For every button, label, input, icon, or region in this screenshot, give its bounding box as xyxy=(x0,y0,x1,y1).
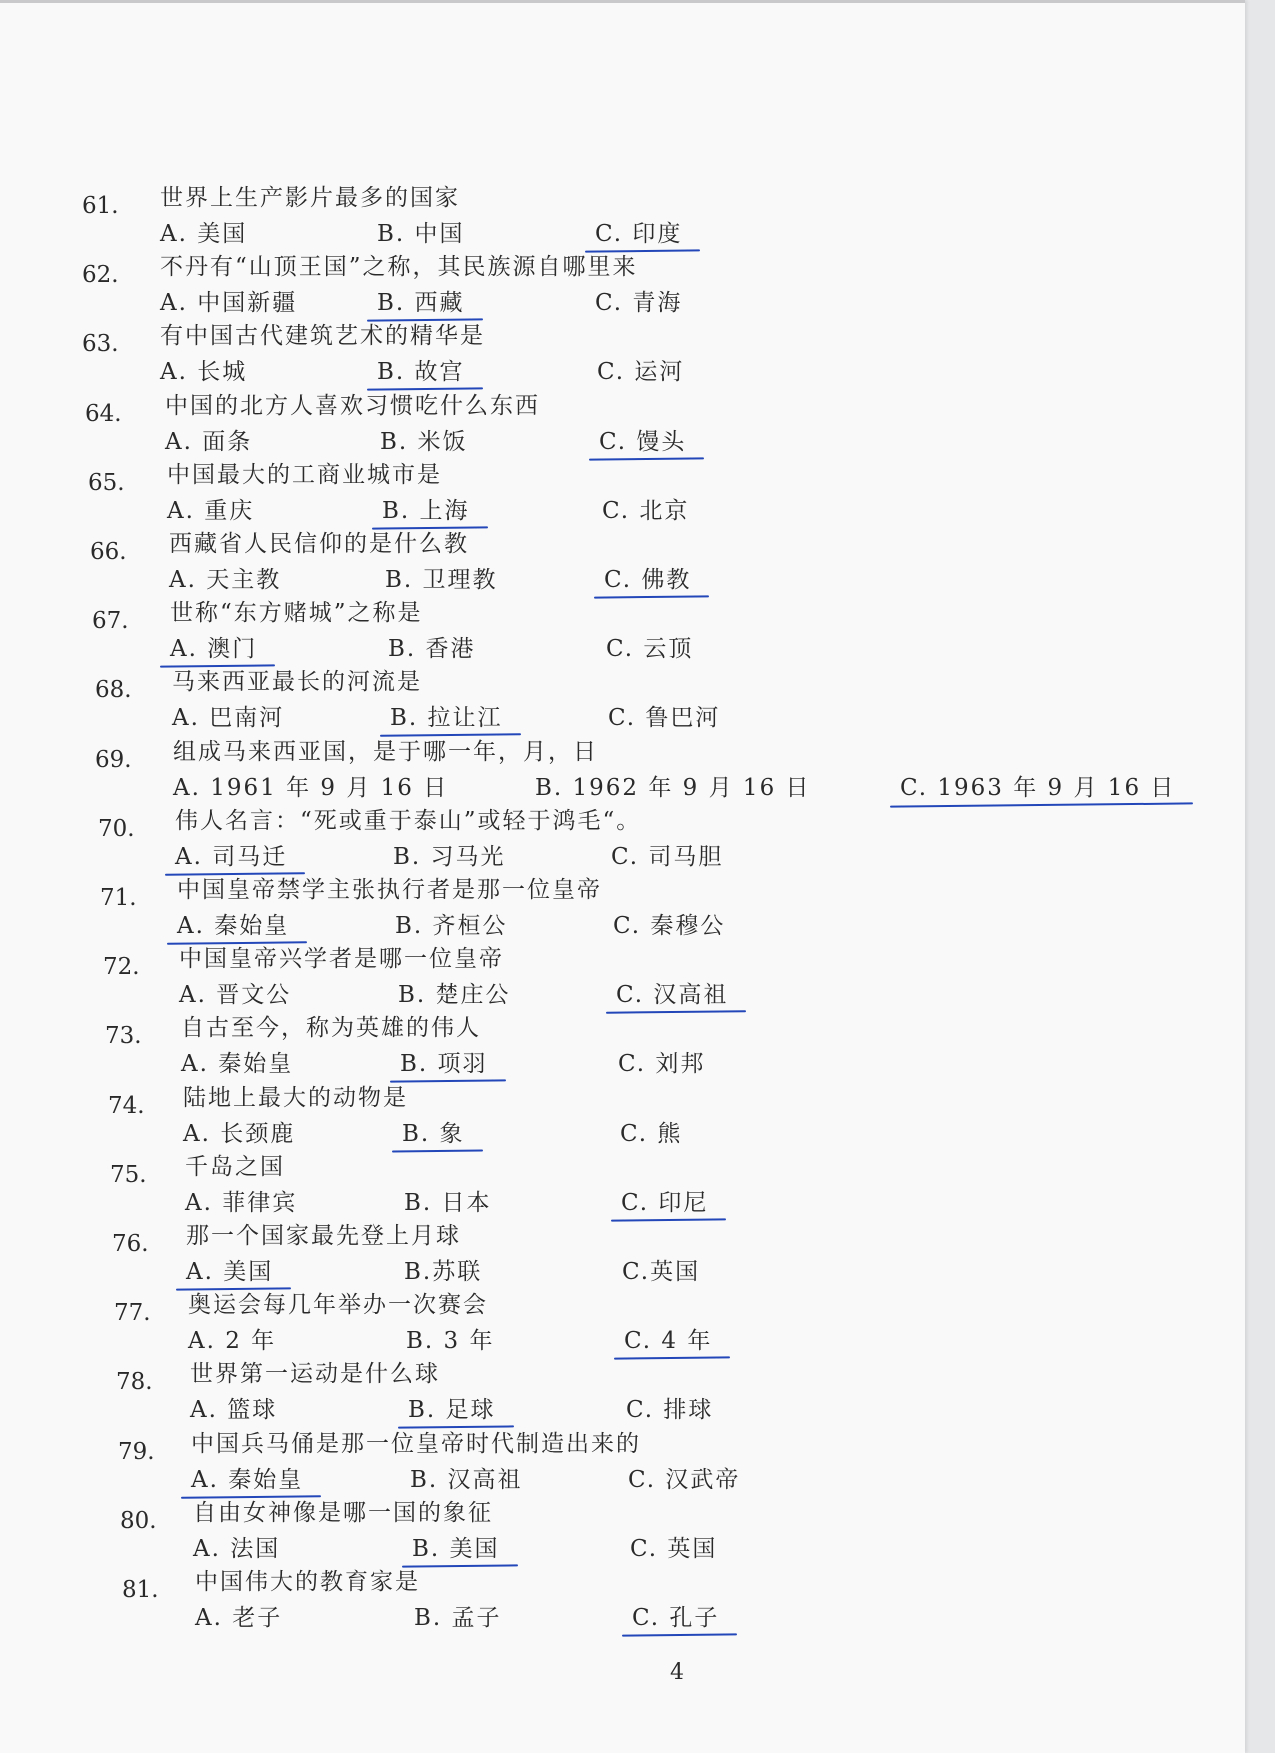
question-text: 中国兵马俑是那一位皇帝时代制造出来的 xyxy=(191,1430,641,1457)
answer-option: A. 重庆 xyxy=(167,497,255,524)
question-number: 75. xyxy=(110,1161,147,1188)
answer-option: B. 日本 xyxy=(404,1189,492,1216)
question-number: 77. xyxy=(114,1300,151,1327)
question-text: 自古至今，称为英雄的伟人 xyxy=(181,1015,481,1042)
answer-option: B. 习马光 xyxy=(393,843,506,870)
answer-option-underlined: C. 印度 xyxy=(589,220,690,252)
answer-option: A. 巴南河 xyxy=(172,705,285,732)
question-item xyxy=(0,254,1240,331)
question-text: 世界第一运动是什么球 xyxy=(190,1361,440,1388)
scan-top-edge xyxy=(0,0,1245,3)
answer-option: A. 晋文公 xyxy=(179,982,292,1009)
question-number: 69. xyxy=(95,746,132,773)
question-item xyxy=(0,531,1240,608)
question-text: 中国皇帝兴学者是哪一位皇帝 xyxy=(179,946,504,973)
answer-option: A. 面条 xyxy=(165,428,253,455)
answer-option: B. 3 年 xyxy=(406,1328,495,1355)
answer-option: C.英国 xyxy=(622,1259,701,1285)
question-item xyxy=(0,600,1240,677)
answer-option: B. 中国 xyxy=(377,221,465,247)
question-item xyxy=(0,1499,1240,1577)
question-item xyxy=(0,1223,1240,1300)
answer-option: C. 刘邦 xyxy=(618,1051,706,1078)
question-number: 74. xyxy=(108,1092,145,1119)
answer-option-underlined: B. 象 xyxy=(396,1120,473,1152)
answer-option: C. 鲁巴河 xyxy=(608,705,721,732)
answer-option-underlined: C. 佛教 xyxy=(598,566,699,598)
answer-option-underlined: B. 上海 xyxy=(376,497,478,529)
answer-option-underlined: C. 汉高祖 xyxy=(610,981,736,1013)
question-text: 那一个国家最先登上月球 xyxy=(186,1223,461,1249)
question-item xyxy=(0,1569,1240,1646)
answer-option: A. 1961 年 9 月 16 日 xyxy=(173,774,449,801)
answer-option: C. 秦穆公 xyxy=(613,913,726,939)
answer-option-underlined: C. 馒头 xyxy=(593,428,694,460)
question-number: 63. xyxy=(82,331,119,358)
answer-option-underlined: C. 印尼 xyxy=(615,1189,716,1221)
question-text: 中国最大的工商业城市是 xyxy=(167,461,442,488)
question-text: 千岛之国 xyxy=(185,1153,285,1180)
answer-option: C. 排球 xyxy=(626,1397,714,1424)
question-number: 73. xyxy=(105,1023,142,1050)
question-text: 组成马来西亚国，是于哪一年，月，日 xyxy=(173,738,598,765)
answer-option-underlined: C. 孔子 xyxy=(626,1604,727,1636)
answer-option-underlined: B. 故宫 xyxy=(371,358,473,390)
question-number: 79. xyxy=(118,1438,155,1465)
answer-option-underlined: A. 澳门 xyxy=(164,635,265,667)
answer-option: B. 卫理教 xyxy=(385,567,498,593)
answer-option-underlined: B. 项羽 xyxy=(394,1050,496,1082)
answer-option: C. 汉武帝 xyxy=(628,1466,741,1493)
question-item xyxy=(0,323,1240,400)
question-text: 世界上生产影片最多的国家 xyxy=(160,185,460,211)
question-item xyxy=(0,1361,1240,1438)
question-item xyxy=(0,1084,1240,1162)
answer-option-underlined: A. 司马迁 xyxy=(169,843,295,875)
question-number: 64. xyxy=(85,400,122,427)
answer-option-underlined: B. 足球 xyxy=(402,1396,504,1428)
question-number: 65. xyxy=(88,469,125,496)
question-item xyxy=(0,185,1240,262)
answer-option: B. 米饭 xyxy=(380,428,468,455)
question-text: 奥运会每几年举办一次赛会 xyxy=(188,1292,488,1319)
answer-option: C. 熊 xyxy=(620,1120,683,1147)
answer-option: A. 菲律宾 xyxy=(185,1189,298,1216)
question-number: 62. xyxy=(82,262,119,289)
answer-option-underlined: C. 4 年 xyxy=(618,1327,720,1359)
question-item xyxy=(0,946,1240,1023)
question-text: 马来西亚最长的河流是 xyxy=(172,669,422,696)
question-number: 61. xyxy=(82,193,119,219)
answer-option: C. 青海 xyxy=(595,290,683,317)
question-number: 68. xyxy=(95,677,132,704)
question-item xyxy=(0,1292,1240,1369)
question-number: 71. xyxy=(100,885,137,911)
answer-option-underlined: A. 秦始皇 xyxy=(185,1466,311,1498)
question-text: 陆地上最大的动物是 xyxy=(183,1084,408,1111)
answer-option-underlined: A. 美国 xyxy=(180,1258,281,1290)
answer-option: C. 英国 xyxy=(630,1535,718,1562)
question-item xyxy=(0,461,1240,539)
question-number: 81. xyxy=(122,1577,159,1603)
answer-option: A. 篮球 xyxy=(190,1397,278,1424)
question-text: 有中国古代建筑艺术的精华是 xyxy=(160,323,485,350)
answer-option: A. 老子 xyxy=(195,1605,283,1631)
answer-option: A. 法国 xyxy=(193,1535,281,1562)
question-text: 伟人名言：“死或重于泰山”或轻于鸿毛“。 xyxy=(175,807,642,834)
answer-option-underlined: C. 1963 年 9 月 16 日 xyxy=(894,774,1183,806)
question-item xyxy=(0,1153,1240,1231)
question-number: 76. xyxy=(112,1231,149,1257)
answer-option-underlined: B. 西藏 xyxy=(371,289,473,321)
answer-option: A. 中国新疆 xyxy=(160,290,298,317)
answer-option: C. 司马胆 xyxy=(611,843,724,870)
question-item xyxy=(0,807,1240,885)
answer-option: B. 1962 年 9 月 16 日 xyxy=(535,774,811,801)
answer-option-underlined: B. 拉让江 xyxy=(384,704,511,736)
question-number: 67. xyxy=(92,608,129,635)
answer-option: C. 北京 xyxy=(602,497,690,524)
answer-option: B. 香港 xyxy=(388,636,476,663)
answer-option: A. 天主教 xyxy=(169,567,282,593)
question-item xyxy=(0,738,1240,816)
question-text: 中国皇帝禁学主张执行者是那一位皇帝 xyxy=(177,877,602,903)
question-text: 自由女神像是哪一国的象征 xyxy=(193,1499,493,1526)
question-text: 不丹有“山顶王国”之称，其民族源自哪里来 xyxy=(160,254,638,281)
answer-option: B. 齐桓公 xyxy=(395,913,508,939)
page-number: 4 xyxy=(670,1660,684,1685)
question-text: 中国的北方人喜欢习惯吃什么东西 xyxy=(165,392,540,419)
question-text: 西藏省人民信仰的是什么教 xyxy=(169,531,469,557)
question-text: 世称“东方赌城”之称是 xyxy=(170,600,423,627)
question-text: 中国伟大的教育家是 xyxy=(195,1569,420,1595)
answer-option-underlined: B. 美国 xyxy=(406,1535,508,1567)
question-item xyxy=(0,669,1240,746)
answer-option: A. 长颈鹿 xyxy=(183,1120,296,1147)
answer-option: B. 楚庄公 xyxy=(398,982,511,1009)
question-item xyxy=(0,1430,1240,1508)
question-number: 78. xyxy=(116,1369,153,1396)
answer-option-underlined: A. 秦始皇 xyxy=(171,912,297,944)
answer-option: A. 长城 xyxy=(160,359,248,386)
answer-option: A. 2 年 xyxy=(188,1328,277,1355)
question-item xyxy=(0,877,1240,954)
answer-option: B. 孟子 xyxy=(414,1605,502,1631)
answer-option: B. 汉高祖 xyxy=(410,1466,523,1493)
answer-option: A. 秦始皇 xyxy=(181,1051,294,1078)
question-number: 70. xyxy=(98,815,135,842)
question-item xyxy=(0,392,1240,470)
answer-option: A. 美国 xyxy=(160,221,248,247)
answer-option: C. 运河 xyxy=(597,359,685,386)
question-number: 72. xyxy=(103,954,140,981)
answer-option: B.苏联 xyxy=(404,1259,483,1285)
question-number: 66. xyxy=(90,539,127,565)
answer-option: C. 云顶 xyxy=(606,636,694,663)
question-item xyxy=(0,1015,1240,1092)
question-number: 80. xyxy=(120,1507,157,1534)
